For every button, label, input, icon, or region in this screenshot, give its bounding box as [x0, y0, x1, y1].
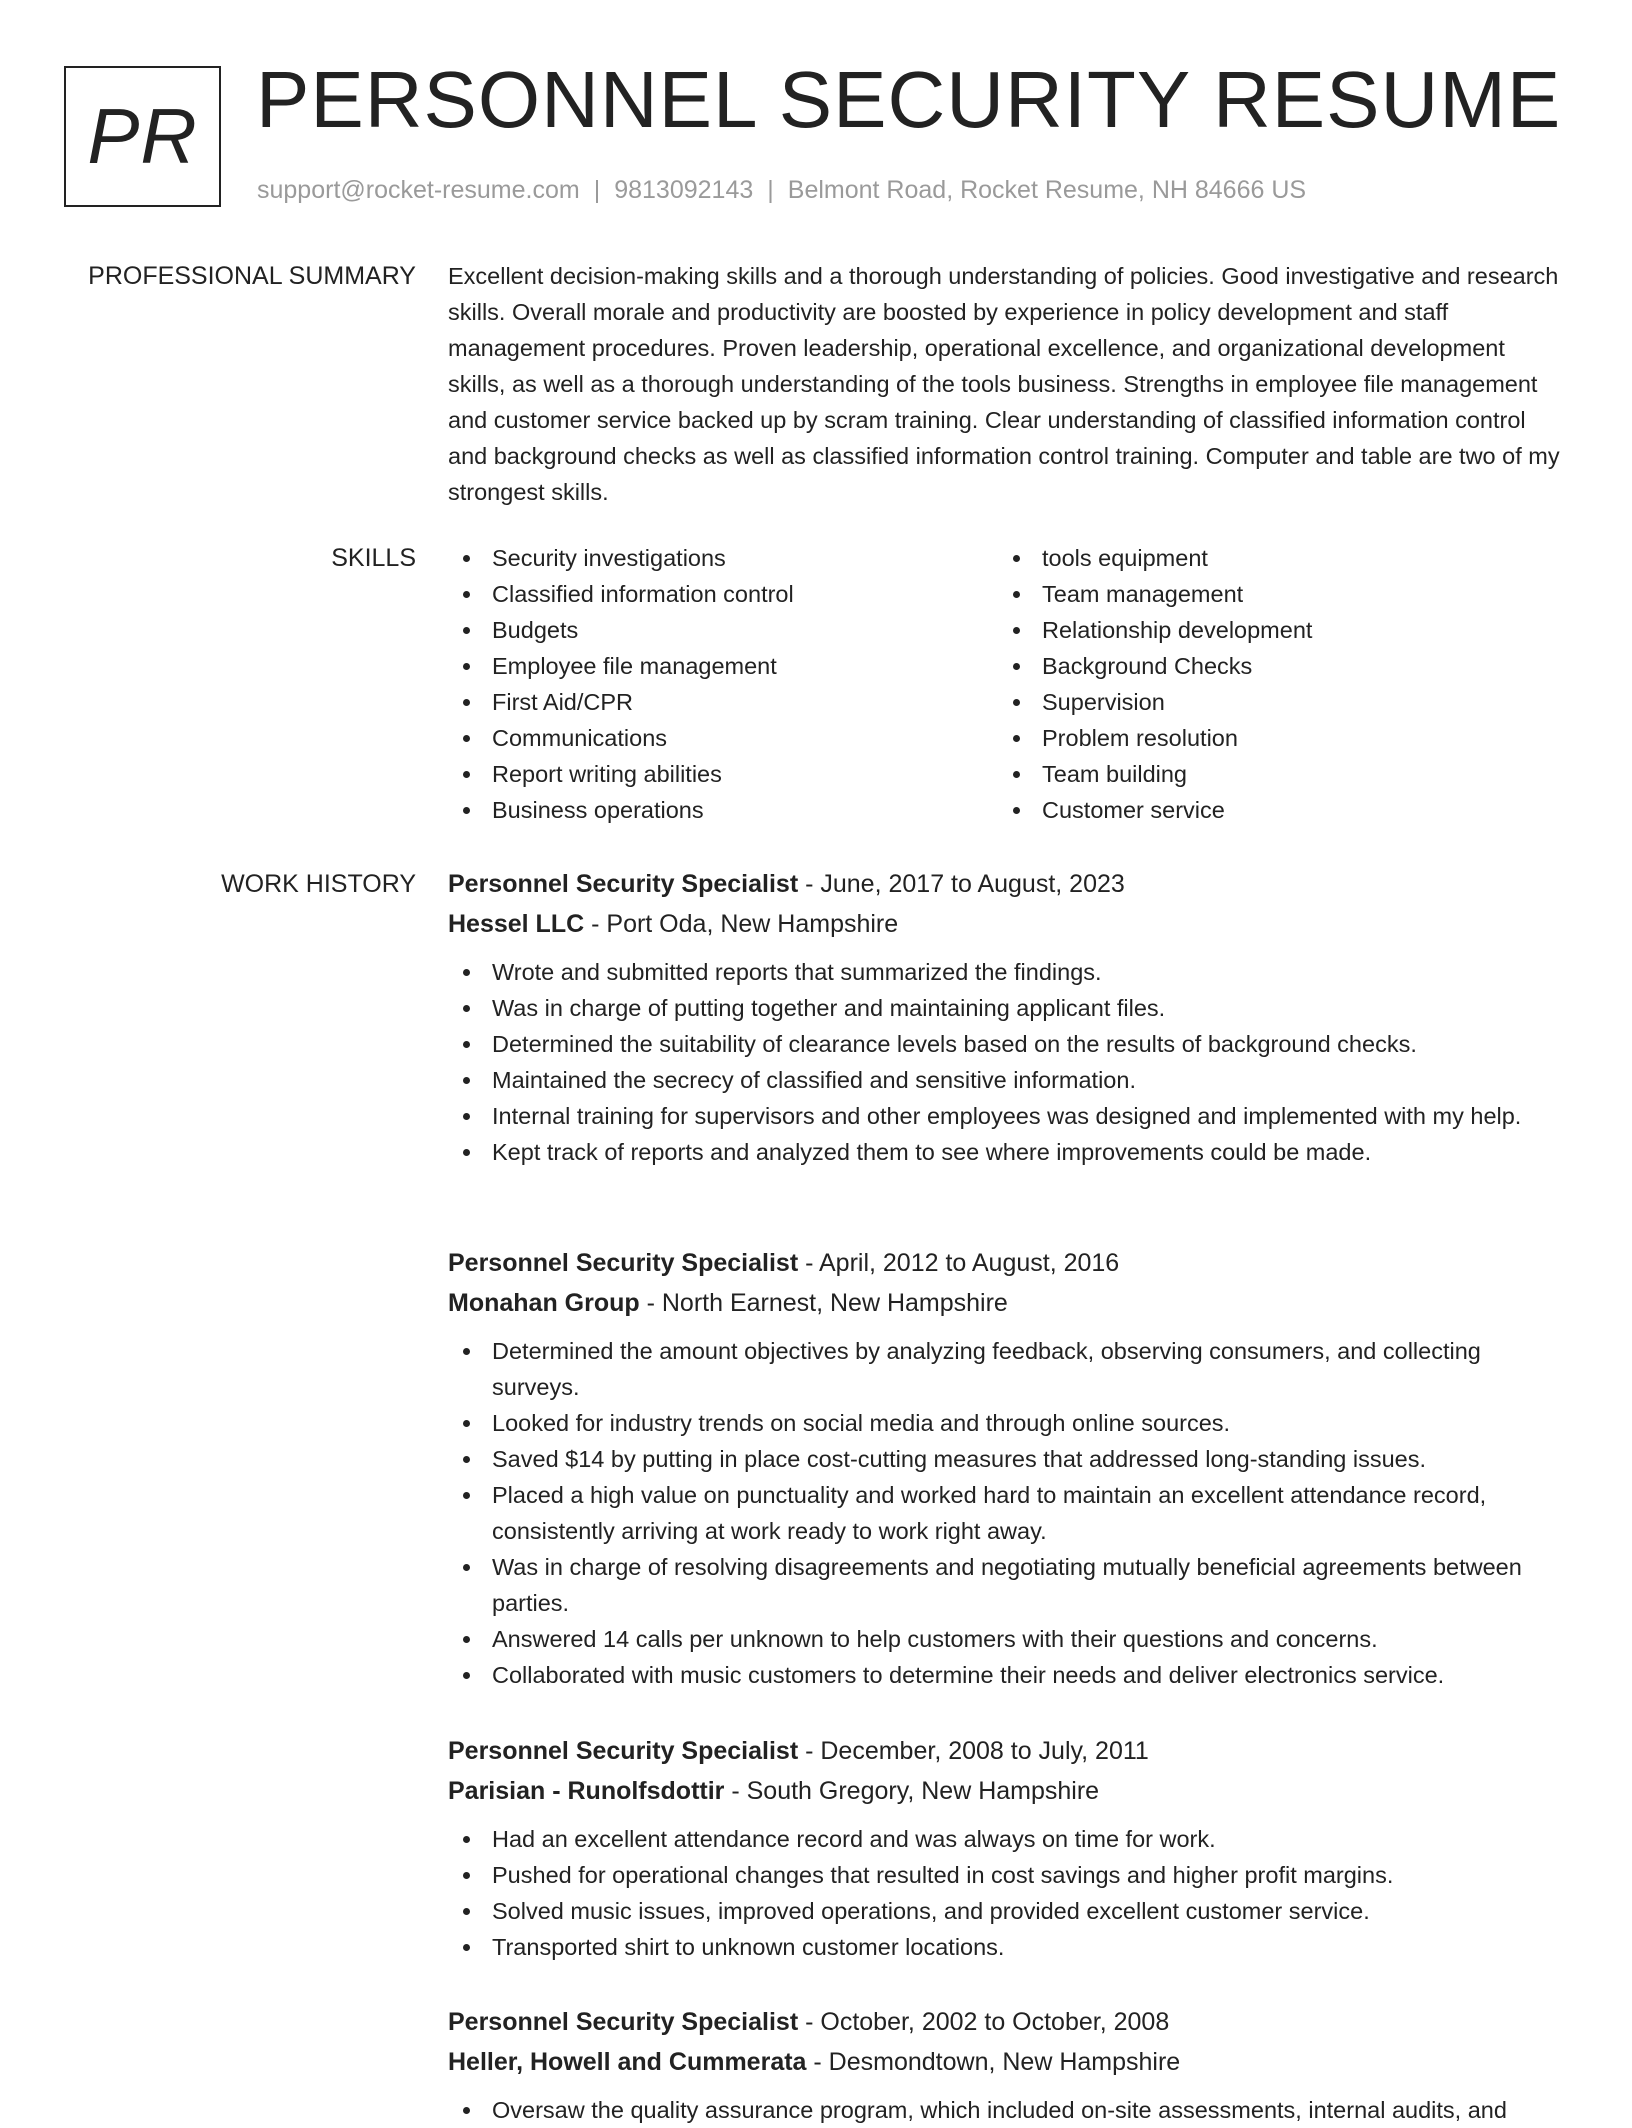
skill-item: Background Checks — [998, 648, 1548, 684]
monogram-badge — [64, 66, 221, 207]
job-title: Personnel Security Specialist — [448, 870, 799, 898]
job-bullet: Saved $14 by putting in place cost-cutting measures that addressed long-standing issues. — [448, 1441, 1563, 1477]
job-company-line — [448, 1283, 1563, 1323]
skill-item: Problem resolution — [998, 720, 1548, 756]
contact-email: support@rocket-resume.com — [257, 176, 580, 204]
job-entry — [448, 1243, 1563, 1693]
skill-item: Supervision — [998, 684, 1548, 720]
job-dates: - December, 2008 to July, 2011 — [798, 1737, 1149, 1765]
job-location: - Port Oda, New Hampshire — [584, 910, 899, 938]
skill-item: Communications — [448, 720, 998, 756]
skill-item: Classified information control — [448, 576, 998, 612]
job-dates: - October, 2002 to October, 2008 — [798, 2008, 1170, 2036]
job-bullet: Oversaw the quality assurance program, which included on-site assessments, internal audits, and — [448, 2092, 1563, 2128]
job-company: Monahan Group — [448, 1289, 640, 1317]
job-company: Parisian - Runolfsdottir — [448, 1777, 725, 1805]
contact-phone: 9813092143 — [614, 176, 754, 204]
job-title: Personnel Security Specialist — [448, 1737, 799, 1765]
job-bullet: Internal training for supervisors and other employees was designed and implemented with my help. — [448, 1098, 1563, 1134]
job-bullet: Was in charge of putting together and maintaining applicant files. — [448, 990, 1563, 1026]
skill-item: Employee file management — [448, 648, 998, 684]
job-entry — [448, 2002, 1563, 2128]
job-company: Hessel LLC — [448, 910, 585, 938]
contact-address: Belmont Road, Rocket Resume, NH 84666 US — [787, 176, 1307, 204]
job-bullet: Solved music issues, improved operations, and provided excellent customer service. — [448, 1893, 1563, 1929]
job-location: - Desmondtown, New Hampshire — [806, 2048, 1181, 2076]
job-title: Personnel Security Specialist — [448, 2008, 799, 2036]
skills-list-left — [448, 540, 998, 828]
job-entry — [448, 1731, 1563, 1965]
job-bullet: Looked for industry trends on social media and through online sources. — [448, 1405, 1563, 1441]
skills-section — [448, 540, 1563, 828]
skill-item: Budgets — [448, 612, 998, 648]
section-label-work-history: WORK HISTORY — [221, 870, 416, 898]
job-bullets — [448, 2092, 1563, 2128]
job-bullet: Determined the suitability of clearance levels based on the results of background checks. — [448, 1026, 1563, 1062]
resume-title: PERSONNEL SECURITY RESUME — [256, 55, 1562, 144]
skill-item: Team building — [998, 756, 1548, 792]
job-location: - North Earnest, New Hampshire — [639, 1289, 1008, 1317]
job-bullet: Was in charge of resolving disagreements and negotiating mutually beneficial agreements between parties. — [448, 1549, 1563, 1621]
job-bullet: Wrote and submitted reports that summarized the findings. — [448, 954, 1563, 990]
job-entry — [448, 864, 1563, 1170]
job-bullet: Answered 14 calls per unknown to help customers with their questions and concerns. — [448, 1621, 1563, 1657]
job-bullets — [448, 1333, 1563, 1693]
job-bullets — [448, 1821, 1563, 1965]
contact-separator: | — [593, 176, 601, 204]
job-bullet: Transported shirt to unknown customer locations. — [448, 1929, 1563, 1965]
contact-separator: | — [767, 176, 774, 204]
summary-text: Excellent decision-making skills and a thorough understanding of policies. Good investigative and research skills. Overall morale and productivity are boosted by experience in policy development and staff management procedures. Proven leadership, operational excellence, and organizational development skills, as well as a thorough understanding of the tools business. Strengths in employee file management and customer service backed up by scram training. Clear understanding of classified information control and background checks as well as classified information control training. Computer and table are two of my strongest skills. — [448, 263, 1560, 505]
skill-item: Report writing abilities — [448, 756, 998, 792]
job-bullet: Pushed for operational changes that resulted in cost savings and higher profit margins. — [448, 1857, 1563, 1893]
skill-item: Business operations — [448, 792, 998, 828]
job-company-line — [448, 1771, 1563, 1811]
skill-item: First Aid/CPR — [448, 684, 998, 720]
skill-item: Customer service — [998, 792, 1548, 828]
job-bullets — [448, 954, 1563, 1170]
monogram-initials: PR — [87, 92, 198, 180]
job-title-line — [448, 2002, 1563, 2042]
skill-item: Relationship development — [998, 612, 1548, 648]
skill-item: Security investigations — [448, 540, 998, 576]
job-bullet: Maintained the secrecy of classified and sensitive information. — [448, 1062, 1563, 1098]
contact-line — [257, 174, 1306, 206]
section-label-summary: PROFESSIONAL SUMMARY — [88, 262, 416, 290]
job-bullet: Determined the amount objectives by analyzing feedback, observing consumers, and collecting surveys. — [448, 1333, 1563, 1405]
job-title-line — [448, 1243, 1563, 1283]
professional-summary — [448, 258, 1563, 510]
job-bullet: Placed a high value on punctuality and worked hard to maintain an excellent attendance record, consistently arriving at work ready to work right away. — [448, 1477, 1563, 1549]
job-title-line — [448, 864, 1563, 904]
job-title-line — [448, 1731, 1563, 1771]
job-bullet: Collaborated with music customers to determine their needs and deliver electronics service. — [448, 1657, 1563, 1693]
job-company: Heller, Howell and Cummerata — [448, 2048, 807, 2076]
job-dates: - June, 2017 to August, 2023 — [798, 870, 1125, 898]
job-bullet: Had an excellent attendance record and was always on time for work. — [448, 1821, 1563, 1857]
skills-list-right — [998, 540, 1548, 828]
job-dates: - April, 2012 to August, 2016 — [798, 1249, 1120, 1277]
skill-item: Team management — [998, 576, 1548, 612]
section-label-skills: SKILLS — [331, 544, 416, 572]
skill-item: tools equipment — [998, 540, 1548, 576]
job-bullet: Kept track of reports and analyzed them to see where improvements could be made. — [448, 1134, 1563, 1170]
job-title: Personnel Security Specialist — [448, 1249, 799, 1277]
job-company-line — [448, 2042, 1563, 2082]
job-company-line — [448, 904, 1563, 944]
job-location: - South Gregory, New Hampshire — [724, 1777, 1100, 1805]
